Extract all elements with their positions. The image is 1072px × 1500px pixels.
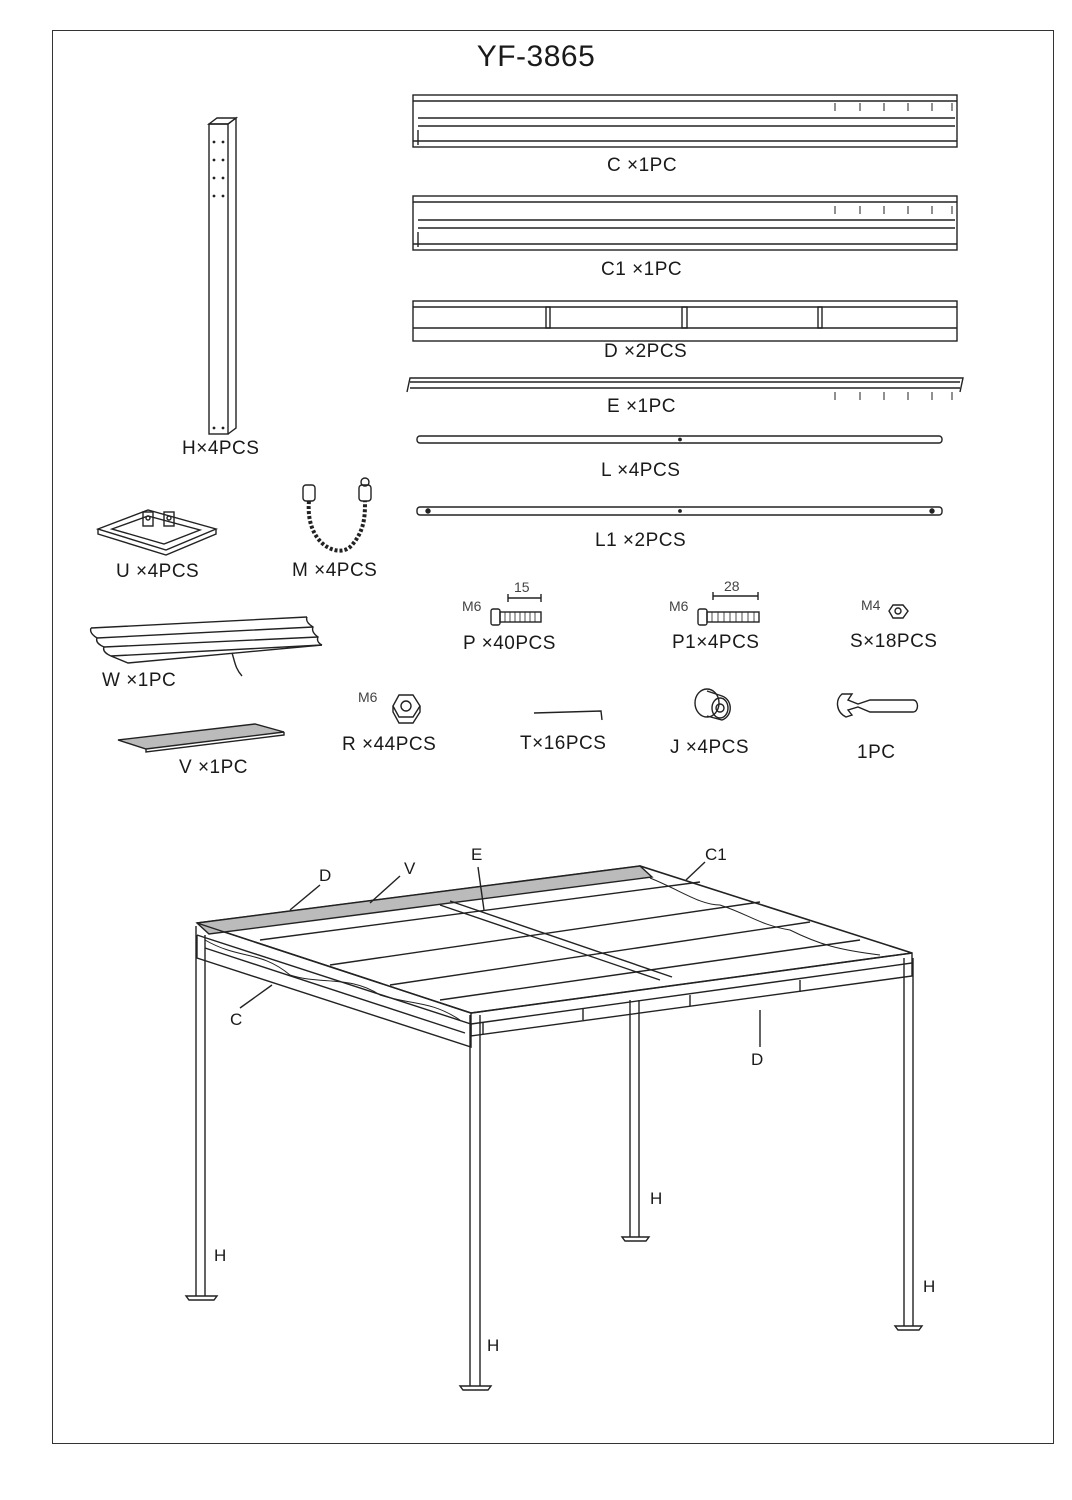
beam-c-drawing <box>413 95 957 147</box>
label-part-w: W ×1PC <box>102 670 177 691</box>
label-part-p1: P1×4PCS <box>672 632 760 653</box>
bolt-p-drawing <box>491 594 541 625</box>
label-part-t: T×16PCS <box>520 733 607 754</box>
callout-c: C <box>230 1010 243 1029</box>
bolt-p-length: 15 <box>514 579 530 595</box>
label-part-c: C ×1PC <box>607 155 678 176</box>
bolt-p1-size: M6 <box>669 598 689 614</box>
nut-s-drawing <box>889 605 908 618</box>
callout-v: V <box>404 859 416 878</box>
nut-r-size: M6 <box>358 689 378 705</box>
callout-d-top: D <box>319 866 332 885</box>
callout-d-front: D <box>751 1050 764 1069</box>
label-part-p: P ×40PCS <box>463 633 556 654</box>
callout-h-left: H <box>214 1246 227 1265</box>
post-h-drawing <box>209 118 236 434</box>
beam-c1-drawing <box>413 196 957 250</box>
base-plate-u-drawing <box>98 510 216 555</box>
spacer-j-drawing <box>695 689 730 720</box>
beam-d-drawing <box>413 301 957 341</box>
label-part-s: S×18PCS <box>850 631 938 652</box>
callout-c1: C1 <box>705 845 727 864</box>
label-part-l: L ×4PCS <box>601 460 681 481</box>
bar-e-drawing <box>407 378 963 400</box>
tube-l-drawing <box>417 436 942 443</box>
bolt-p-size: M6 <box>462 598 482 614</box>
callout-e: E <box>471 845 483 864</box>
bolt-p1-drawing <box>698 592 759 625</box>
label-part-d: D ×2PCS <box>604 341 688 362</box>
wrench-drawing <box>837 694 917 717</box>
model-title: YF-3865 <box>476 40 596 73</box>
label-part-j: J ×4PCS <box>670 737 750 758</box>
label-part-u: U ×4PCS <box>116 561 200 582</box>
label-part-l1: L1 ×2PCS <box>595 530 687 551</box>
label-part-m: M ×4PCS <box>292 560 378 581</box>
label-part-e: E ×1PC <box>607 396 677 417</box>
nut-r-drawing <box>393 695 420 723</box>
canopy-w-drawing <box>91 617 322 676</box>
key-t-drawing <box>534 711 602 720</box>
label-part-r: R ×44PCS <box>342 734 437 755</box>
label-part-c1: C1 ×1PC <box>601 259 683 280</box>
cover-v-drawing <box>118 724 284 752</box>
callout-h-back: H <box>650 1189 663 1208</box>
label-part-wrench: 1PC <box>857 742 896 763</box>
callout-h-right: H <box>923 1277 936 1296</box>
label-part-h: H×4PCS <box>182 438 260 459</box>
rope-m-drawing <box>303 478 371 551</box>
nut-s-size: M4 <box>861 597 881 613</box>
assembled-gazebo-drawing <box>186 862 922 1390</box>
label-part-v: V ×1PC <box>179 757 249 778</box>
callout-h-front: H <box>487 1336 500 1355</box>
tube-l1-drawing <box>417 507 942 515</box>
bolt-p1-length: 28 <box>724 578 740 594</box>
